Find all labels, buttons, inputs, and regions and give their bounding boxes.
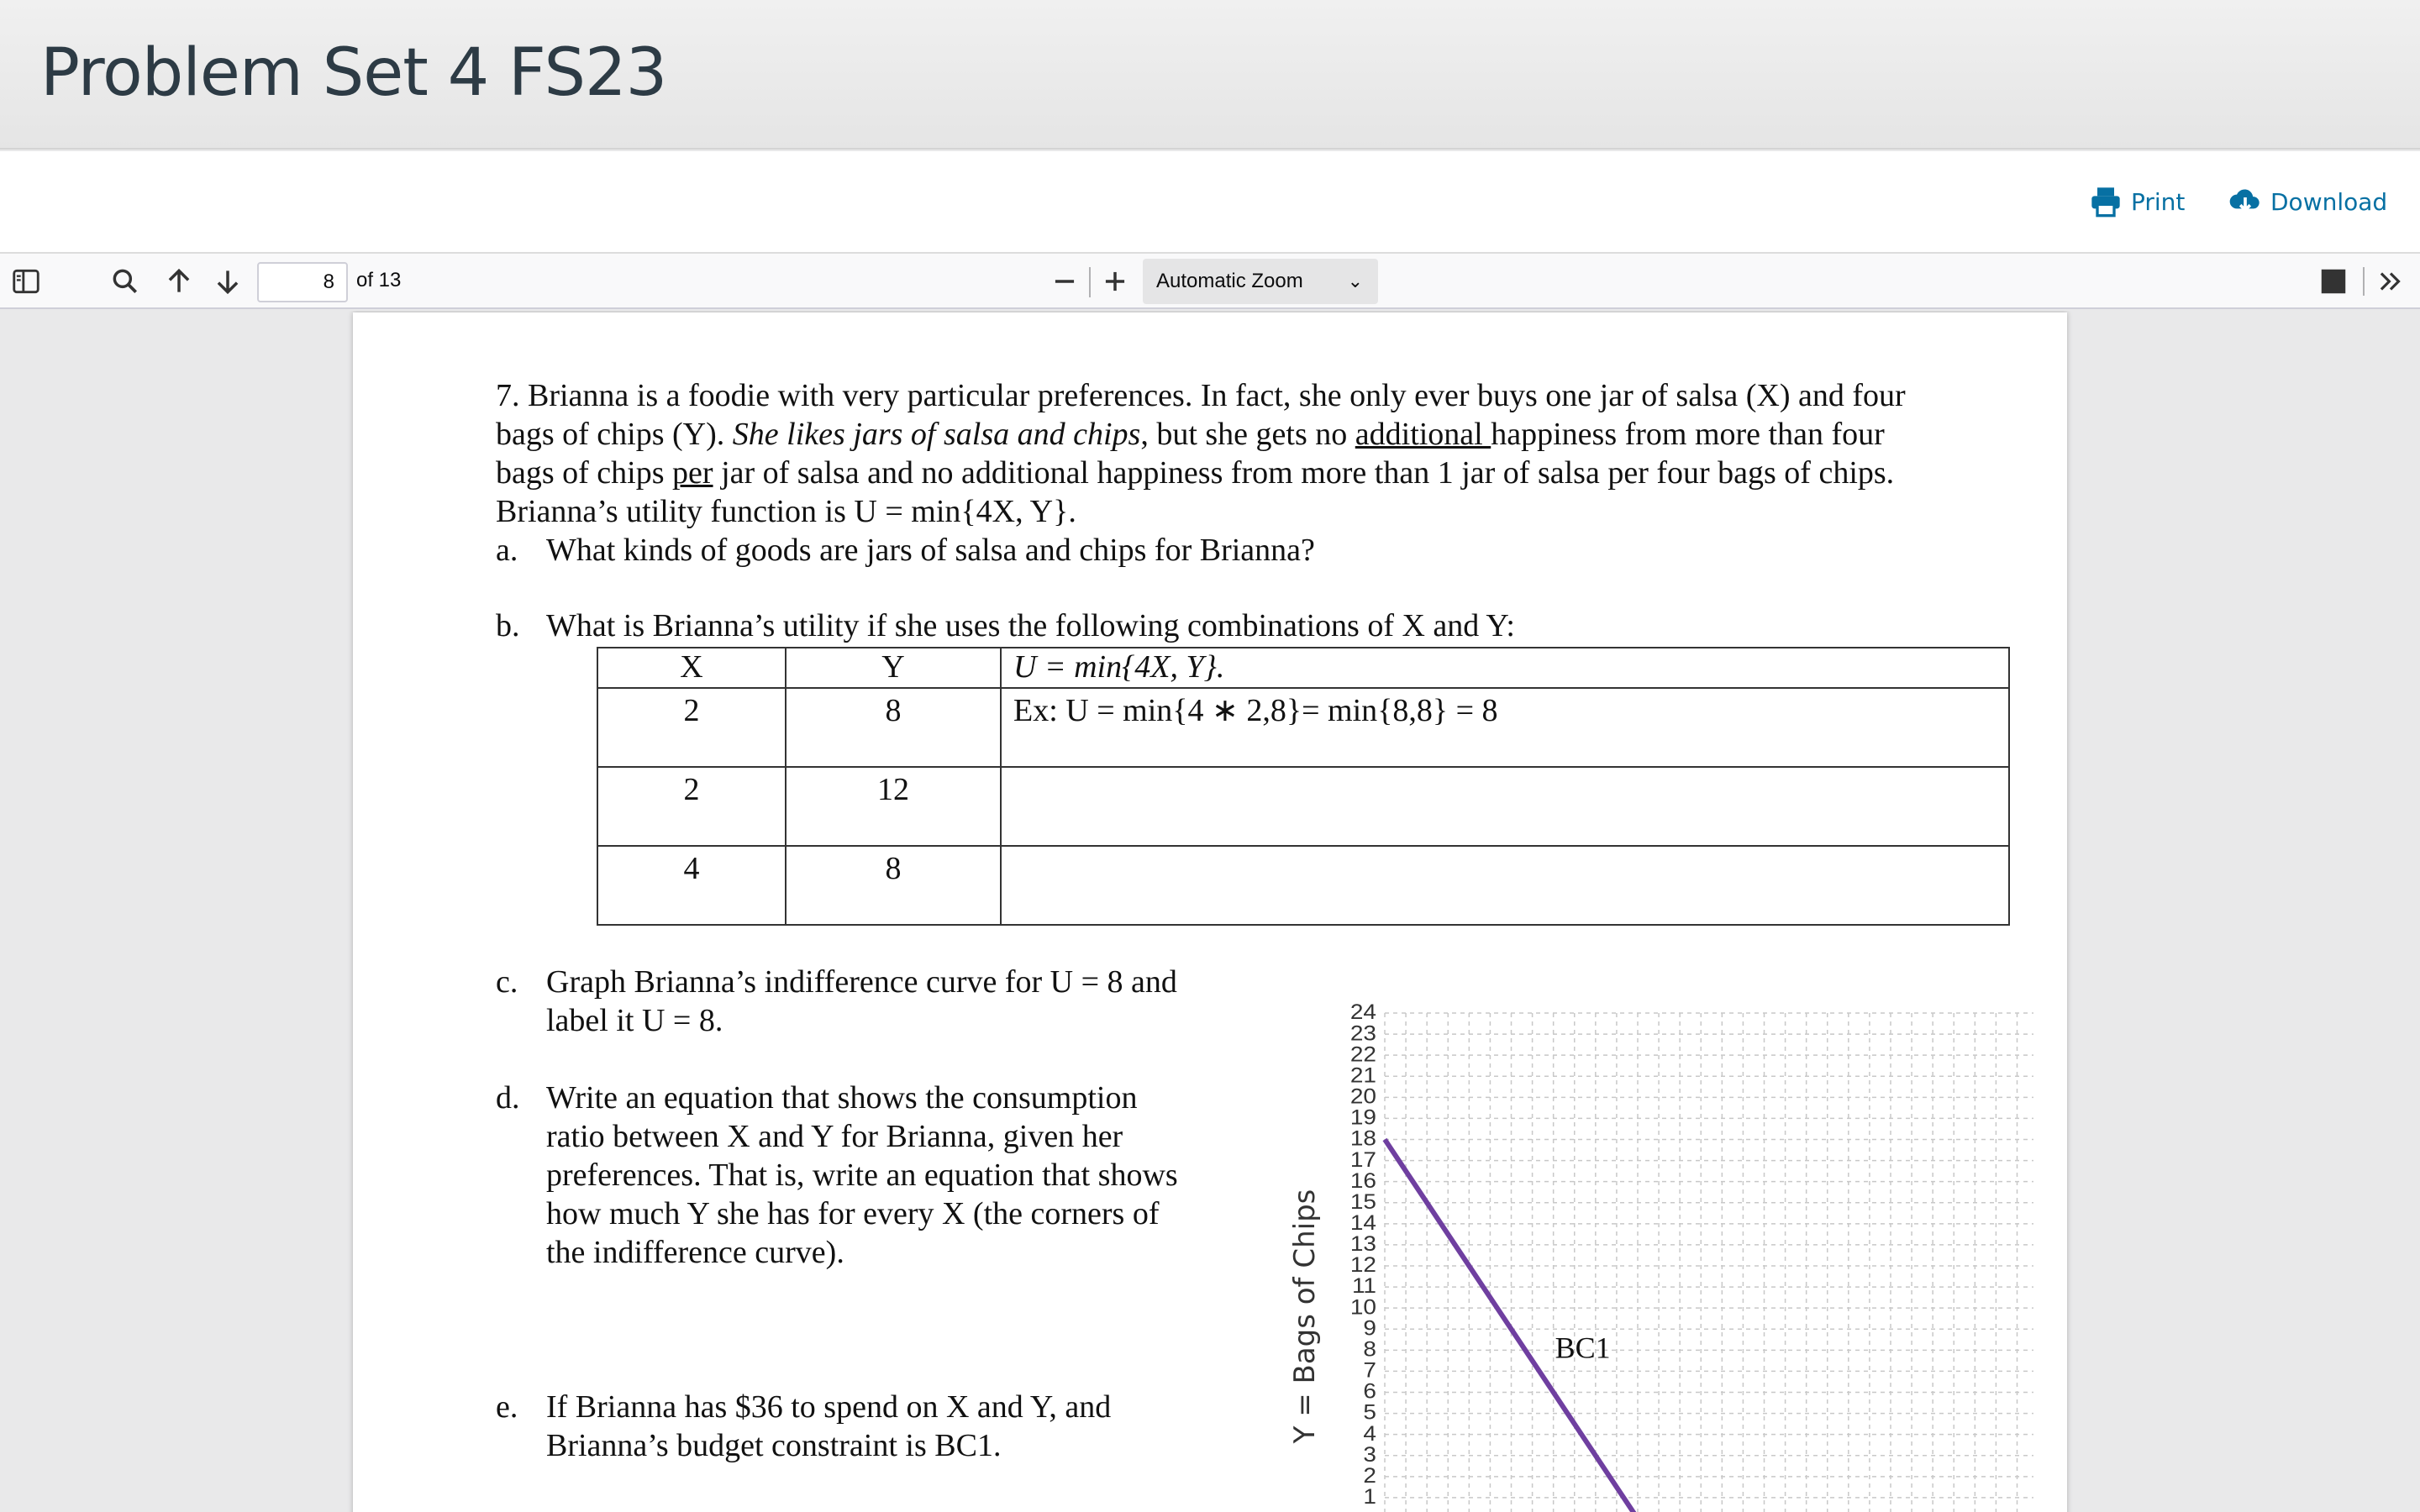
question-e-label: e. — [496, 1389, 518, 1425]
question-d-line-1: Write an equation that shows the consumption — [546, 1080, 1138, 1116]
cloud-download-icon — [2228, 185, 2262, 218]
zoom-value: Automatic Zoom — [1156, 270, 1303, 292]
y-tick-label: 17 — [1349, 1147, 1376, 1172]
y-tick-label: 21 — [1349, 1063, 1376, 1088]
document-viewport[interactable] — [0, 311, 2420, 1512]
table-header-row — [597, 648, 2009, 688]
question-a-label: a. — [496, 533, 518, 568]
question-d-line-5: the indifference curve). — [546, 1235, 844, 1270]
table-header-utility: U = min{4X, Y}. — [1001, 648, 2009, 688]
question-d-line-4: how much Y she has for every X (the corners of — [546, 1196, 1160, 1231]
zoom-out-icon[interactable] — [1049, 265, 1081, 297]
y-tick-label: 12 — [1349, 1252, 1376, 1277]
question-c-line-1: Graph Brianna’s indifference curve for U = 8 and — [546, 964, 1177, 1000]
table-row — [597, 688, 2009, 767]
utility-table — [597, 647, 2010, 926]
question-e-line-1: If Brianna has $36 to spend on X and Y, and — [546, 1389, 1112, 1425]
indifference-graph — [1277, 993, 2050, 1512]
table-cell: 4 — [597, 846, 786, 925]
table-cell: 8 — [786, 846, 1001, 925]
question-a-text: What kinds of goods are jars of salsa and chips for Brianna? — [546, 533, 1315, 568]
y-tick-label: 15 — [1349, 1189, 1376, 1214]
download-label: Download — [2270, 187, 2388, 216]
download-button[interactable] — [2228, 185, 2387, 218]
presentation-mode-icon[interactable] — [2317, 265, 2349, 297]
chevron-down-icon: ⌄ — [1347, 270, 1363, 291]
y-axis-label: Y = Bags of Chips — [1288, 1189, 1322, 1444]
intro-line-4: Brianna’s utility function is U = min{4X, Y}. — [496, 494, 1076, 529]
zoom-select[interactable] — [1143, 259, 1378, 304]
budget-line-label: BC1 — [1555, 1331, 1611, 1365]
tools-menu-icon[interactable] — [2375, 265, 2407, 297]
y-tick-label: 4 — [1363, 1421, 1376, 1446]
print-label: Print — [2131, 187, 2186, 216]
table-cell — [1001, 846, 2009, 925]
page-title: Problem Set 4 FS23 — [40, 35, 667, 111]
page-count: of 13 — [356, 269, 402, 291]
y-tick-label: 11 — [1351, 1273, 1376, 1298]
y-tick-label: 14 — [1349, 1210, 1376, 1235]
table-cell: 8 — [786, 688, 1001, 767]
y-tick-label: 9 — [1363, 1315, 1376, 1341]
y-tick-label: 3 — [1363, 1442, 1376, 1467]
table-header-y: Y — [786, 648, 1001, 688]
toolbar-divider — [2363, 267, 2365, 296]
intro-line-3: bags of chips per jar of salsa and no additional happiness from more than 1 jar of salsa per four bags of chips. — [496, 455, 1895, 491]
y-tick-label: 10 — [1349, 1294, 1376, 1320]
table-cell: 12 — [786, 767, 1001, 846]
search-icon[interactable] — [109, 265, 141, 297]
question-d-line-3: preferences. That is, write an equation that shows — [546, 1158, 1178, 1193]
y-tick-label: 7 — [1363, 1357, 1376, 1383]
intro-line-1: 7. Brianna is a foodie with very particular preferences. In fact, she only ever buys one jar of salsa (X) and four — [496, 378, 1906, 413]
print-button[interactable] — [2089, 185, 2185, 218]
course-header — [0, 0, 2420, 150]
table-cell: 2 — [597, 688, 786, 767]
table-cell — [1001, 767, 2009, 846]
pdf-page — [353, 312, 2067, 1512]
table-row — [597, 767, 2009, 846]
zoom-in-icon[interactable] — [1099, 265, 1131, 297]
next-page-icon[interactable] — [212, 265, 244, 297]
y-tick-label: 23 — [1349, 1021, 1376, 1045]
question-d-label: d. — [496, 1080, 520, 1116]
zoom-divider — [1089, 267, 1091, 297]
y-tick-label: 18 — [1349, 1126, 1376, 1151]
y-tick-label: 20 — [1349, 1084, 1376, 1109]
table-cell: 2 — [597, 767, 786, 846]
printer-icon — [2089, 185, 2123, 218]
table-header-x: X — [597, 648, 786, 688]
y-tick-label: 22 — [1349, 1042, 1376, 1067]
y-tick-label: 6 — [1363, 1378, 1376, 1404]
y-tick-label: 19 — [1349, 1105, 1376, 1130]
question-b-text: What is Brianna’s utility if she uses the following combinations of X and Y: — [546, 608, 1515, 643]
file-action-bar — [0, 151, 2420, 254]
y-tick-label: 16 — [1349, 1168, 1376, 1193]
question-b-label: b. — [496, 608, 520, 643]
table-cell: Ex: U = min{4 ∗ 2,8}= min{8,8} = 8 — [1001, 688, 2009, 767]
table-row — [597, 846, 2009, 925]
previous-page-icon[interactable] — [163, 265, 195, 297]
y-tick-label: 5 — [1363, 1400, 1376, 1425]
question-e-line-2: Brianna’s budget constraint is BC1. — [546, 1428, 1002, 1463]
question-c-line-2: label it U = 8. — [546, 1003, 723, 1038]
y-tick-label: 13 — [1349, 1231, 1376, 1256]
y-tick-label: 2 — [1363, 1463, 1376, 1488]
sidebar-toggle-icon[interactable] — [10, 265, 42, 297]
y-tick-label: 1 — [1363, 1484, 1376, 1509]
page-number-input[interactable]: 8 — [257, 262, 348, 302]
intro-line-2: bags of chips (Y). She likes jars of salsa and chips, but she gets no additional happiness from more than four — [496, 417, 1885, 452]
y-tick-label: 8 — [1363, 1336, 1376, 1362]
question-c-label: c. — [496, 964, 518, 1000]
question-d-line-2: ratio between X and Y for Brianna, given her — [546, 1119, 1123, 1154]
y-tick-label: 24 — [1349, 1000, 1376, 1024]
